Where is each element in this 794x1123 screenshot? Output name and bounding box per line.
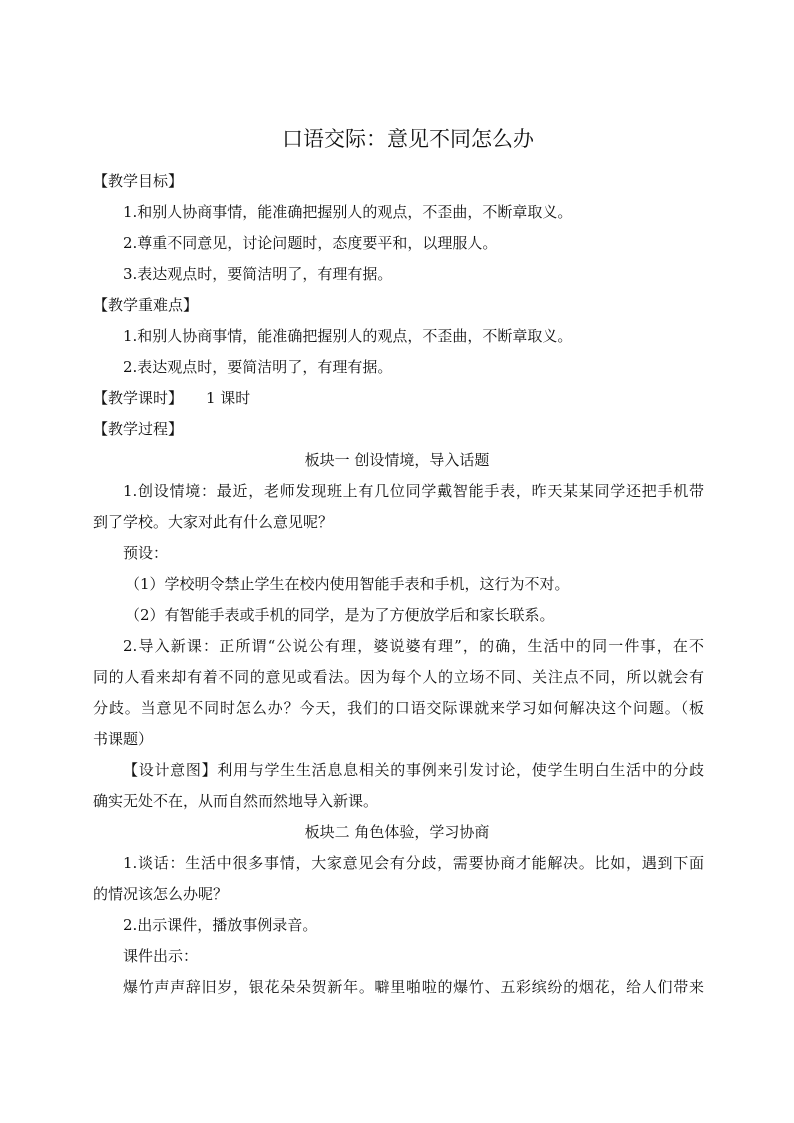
- page-title: 口语交际：意见不同怎么办: [282, 127, 534, 151]
- paragraph-line: 爆竹声声辞旧岁，银花朵朵贺新年。噼里啪啦的爆竹、五彩缤纷的烟花，给人们带来: [123, 978, 704, 996]
- preset-item: （2）有智能手表或手机的同学，是为了方便放学后和家长联系。: [125, 606, 555, 624]
- objective-item: 2.尊重不同意见，讨论问题时，态度要平和，以理服人。: [123, 234, 498, 252]
- section-heading-objectives: 【教学目标】: [93, 172, 184, 190]
- paragraph-line: 分歧。当意见不同时怎么办？今天，我们的口语交际课就来学习如何解决这个问题。（板: [93, 699, 704, 717]
- preset-label: 预设：: [123, 544, 169, 562]
- block-title: 板块一 创设情境，导入话题: [304, 451, 490, 469]
- objective-item: 3.表达观点时，要简洁明了，有理有据。: [123, 265, 393, 283]
- courseware-label: 课件出示：: [123, 947, 199, 965]
- design-intent-line: 【设计意图】利用与学生生活息息相关的事例来引发讨论，使学生明白生活中的分歧: [123, 761, 704, 779]
- block-title: 板块二 角色体验，学习协商: [304, 823, 490, 841]
- paragraph-line: 1.创设情境：最近，老师发现班上有几位同学戴智能手表，昨天某某同学还把手机带: [123, 482, 704, 500]
- paragraph-line: 2.导入新课：正所谓“公说公有理，婆说婆有理”，的确，生活中的同一件事，在不: [123, 637, 704, 655]
- paragraph-line: 书课题）: [93, 730, 154, 748]
- paragraph-line: 的情况该怎么办呢？: [93, 885, 229, 903]
- section-heading-key-points: 【教学重难点】: [93, 296, 199, 314]
- design-intent-line: 确实无处不在，从而自然而然地导入新课。: [93, 792, 379, 810]
- paragraph-line: 同的人看来却有着不同的意见或看法。因为每个人的立场不同、关注点不同，所以就会有: [93, 668, 704, 686]
- section-heading-process: 【教学过程】: [93, 420, 184, 438]
- section-heading-hours: 【教学课时】: [93, 389, 184, 407]
- paragraph-line: 到了学校。大家对此有什么意见呢？: [93, 513, 334, 531]
- objective-item: 1.和别人协商事情，能准确把握别人的观点，不歪曲，不断章取义。: [123, 203, 573, 221]
- preset-item: （1）学校明令禁止学生在校内使用智能手表和手机，这行为不对。: [125, 575, 570, 593]
- key-point-item: 1.和别人协商事情，能准确把握别人的观点，不歪曲，不断章取义。: [123, 327, 573, 345]
- paragraph-line: 2.出示课件，播放事例录音。: [123, 916, 318, 934]
- paragraph-line: 1.谈话：生活中很多事情，大家意见会有分歧，需要协商才能解决。比如，遇到下面: [123, 854, 704, 872]
- hours-value: 1 课时: [206, 389, 251, 407]
- key-point-item: 2.表达观点时，要简洁明了，有理有据。: [123, 358, 393, 376]
